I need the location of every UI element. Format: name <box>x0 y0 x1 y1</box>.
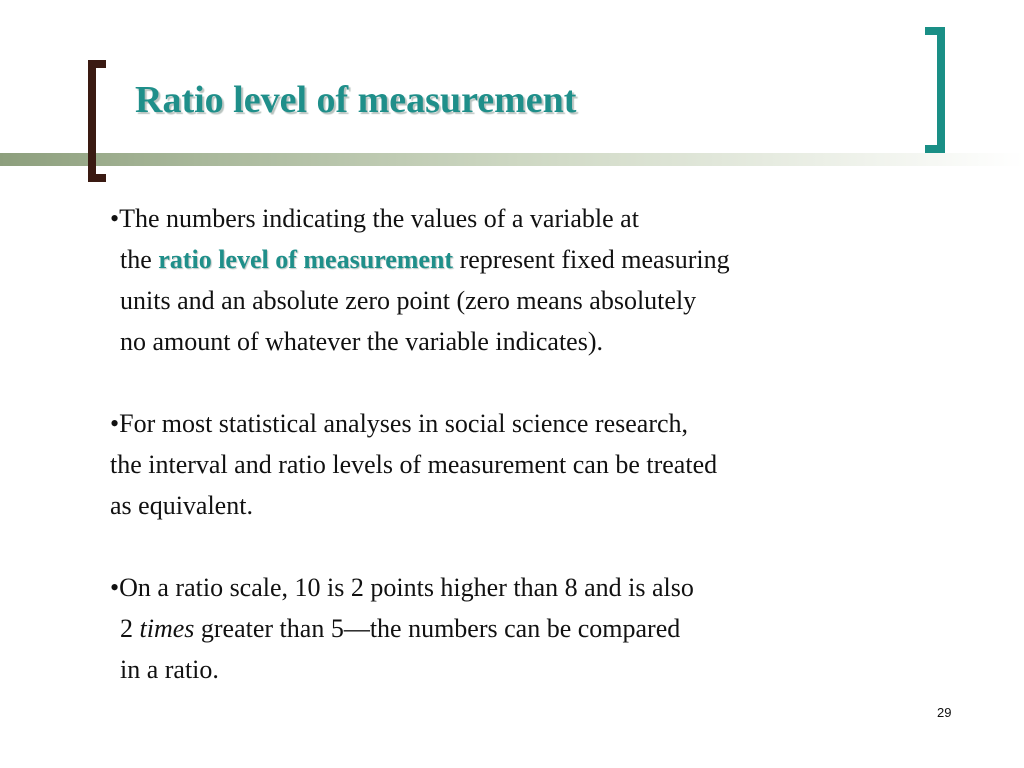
page-number: 29 <box>937 705 952 720</box>
bullet-1-line-2-post: represent fixed measuring <box>453 245 730 274</box>
bullet-3-line-2-post: greater than 5—the numbers can be compared <box>194 614 681 643</box>
bullet-1-line-2 <box>110 239 940 280</box>
bullet-3-line-2-pre: 2 <box>120 614 140 643</box>
bullet-2 <box>110 403 940 526</box>
bullet-2-line-3: as equivalent. <box>110 491 253 520</box>
bullet-3-line-2 <box>110 608 940 649</box>
bullet-1-line-4: no amount of whatever the variable indicates). <box>120 327 603 356</box>
italic-term: times <box>139 614 195 643</box>
bullet-3 <box>110 567 940 690</box>
bullet-1-line-3: units and an absolute zero point (zero means absolutely <box>120 286 697 315</box>
bullet-2-line-1: •For most statistical analyses in social science research, <box>110 409 689 438</box>
paragraph-gap <box>110 526 940 567</box>
slide-body <box>110 198 940 690</box>
left-bracket-decoration <box>88 60 106 182</box>
bullet-3-line-1: •On a ratio scale, 10 is 2 points higher than 8 and is also <box>110 573 694 602</box>
paragraph-gap <box>110 362 940 403</box>
bullet-1 <box>110 198 940 362</box>
slide-title: Ratio level of measurement <box>135 79 577 121</box>
bullet-2-line-2: the interval and ratio levels of measurement can be treated <box>110 450 718 479</box>
bullet-3-line-3: in a ratio. <box>120 655 219 684</box>
decorative-gradient-bar <box>0 153 1024 166</box>
bullet-1-line-2-pre: the <box>120 245 159 274</box>
bullet-1-line-1: •The numbers indicating the values of a variable at <box>110 204 639 233</box>
highlighted-term: ratio level of measurement <box>158 245 454 274</box>
right-bracket-decoration <box>925 27 945 153</box>
